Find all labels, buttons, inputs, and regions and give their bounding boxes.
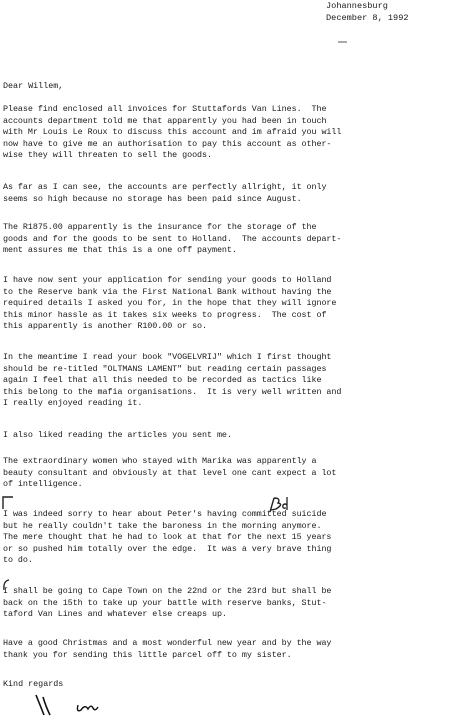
paragraph-cape-town: I shall be going to Cape Town on the 22nd or the 23rd but shall be back on the 15th to take up your battle with reserve banks, Stut- taford Van Lines and whatever else creaps up. <box>3 586 332 620</box>
header-city: Johannesburg <box>326 1 388 11</box>
paragraph-articles: I also liked reading the articles you sent me. <box>3 430 232 440</box>
paragraph-accounts: As far as I can see, the accounts are perfectly allright, it only seems so high because no storage has been paid since August. <box>3 182 327 204</box>
closing: Kind regards <box>3 679 64 689</box>
paragraph-christmas: Have a good Christmas and a most wonderful new year and by the way thank you for sending this little parcel off to my sister. <box>3 638 332 660</box>
handwritten-note-image <box>266 494 292 514</box>
header-date: December 8, 1992 <box>326 13 409 23</box>
paragraph-application: I have now sent your application for sending your goods to Holland to the Reserve bank via the First National Bank without having the required details I asked you for, in the hope that they will ignore this minor hassle as it takes six weeks to progress. The cost of this apparently is another R100.00 or so. <box>3 275 337 332</box>
margin-bracket-mark <box>1 495 15 511</box>
paragraph-peter: I was indeed sorry to hear about Peter's having committed suicide but he really couldn't take the baroness in the morning anymore. The mere thought that he had to look at that for the next 15 years or so pushed him totally over the edge. It was a very brave thing to do. <box>3 509 332 566</box>
letter-header <box>326 0 409 24</box>
signature-image <box>32 693 112 716</box>
paragraph-insurance: The R1875.00 apparently is the insurance for the storage of the goods and for the goods to be sent to Holland. The accounts depart- ment assures me that this is a one off payment. <box>3 222 342 256</box>
header-dash-mark <box>338 40 348 44</box>
salutation: Dear Willem, <box>3 81 64 91</box>
paragraph-marika: The extraordinary women who stayed with Marika was apparently a beauty consultant and obviously at that level one cant expect a lot of intelligence. <box>3 456 337 490</box>
paragraph-book: In the meantime I read your book "VOGELVRIJ" which I first thought should be re-titled "OLTMANS LAMENT" but reading certain passages again I feel that all this needed to be recorded as tactics like this belong to the mafia organisations. It is very well written and I really enjoyed reading it. <box>3 352 342 409</box>
margin-bracket-mark <box>1 578 11 592</box>
paragraph-invoices: Please find enclosed all invoices for Stuttafords Van Lines. The accounts department told me that apparently you had been in touch with Mr Louis Le Roux to discuss this account and im afraid you will now have to give me an authorisation to pay this account as other- wise they will threaten to sell the goods. <box>3 104 342 161</box>
